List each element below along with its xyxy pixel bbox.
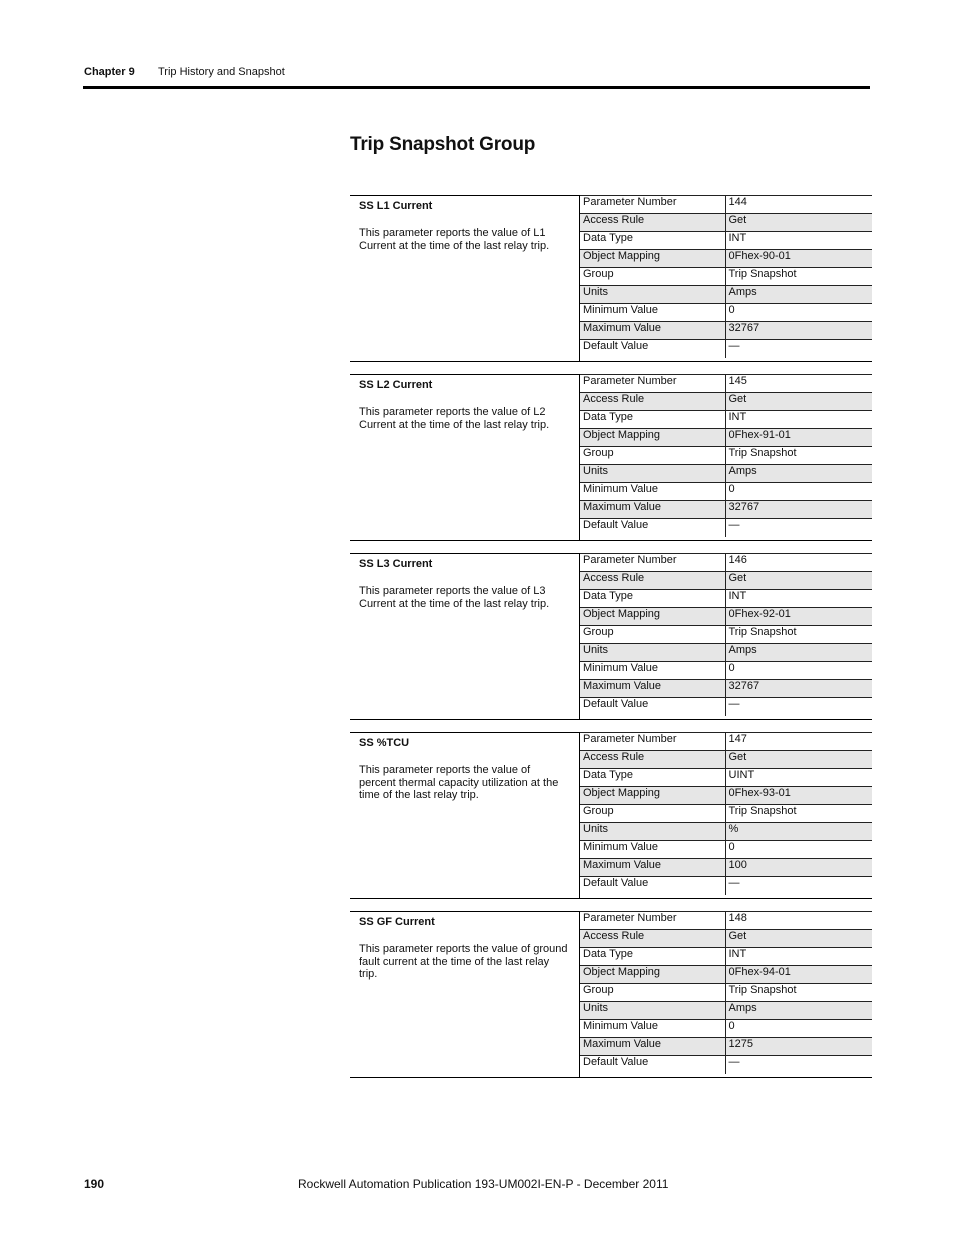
block-top-rule <box>350 911 579 912</box>
chapter-label: Chapter 9 <box>84 66 135 78</box>
attribute-label: Parameter Number <box>580 733 725 751</box>
attribute-value: 100 <box>725 859 872 877</box>
parameter-block <box>350 195 872 363</box>
table-row <box>580 644 872 662</box>
attribute-value: 0Fhex-93-01 <box>725 787 872 805</box>
parameter-block <box>350 911 872 1079</box>
attribute-value: 144 <box>725 196 872 214</box>
attribute-label: Maximum Value <box>580 680 725 698</box>
table-row <box>580 877 872 895</box>
parameter-block <box>350 732 872 900</box>
attribute-value: 0 <box>725 483 872 501</box>
table-row <box>580 340 872 358</box>
attribute-value: 32767 <box>725 322 872 340</box>
attribute-label: Object Mapping <box>580 966 725 984</box>
attribute-value: 146 <box>725 554 872 572</box>
attribute-label: Data Type <box>580 590 725 608</box>
block-bottom-rule <box>350 1077 872 1078</box>
table-row <box>580 375 872 393</box>
attribute-value: Get <box>725 572 872 590</box>
attribute-value: 0 <box>725 1020 872 1038</box>
running-header <box>84 66 285 78</box>
table-row <box>580 930 872 948</box>
table-row <box>580 680 872 698</box>
attribute-value: Trip Snapshot <box>725 805 872 823</box>
attribute-label: Data Type <box>580 232 725 250</box>
attribute-value: Get <box>725 214 872 232</box>
attribute-value: INT <box>725 590 872 608</box>
attribute-value: Trip Snapshot <box>725 268 872 286</box>
table-row <box>580 662 872 680</box>
attribute-label: Data Type <box>580 769 725 787</box>
table-row <box>580 214 872 232</box>
table-row <box>580 733 872 751</box>
attribute-value: — <box>725 877 872 895</box>
parameter-name: SS GF Current <box>359 916 435 928</box>
parameter-description: This parameter reports the value of ground fault current at the time of the last relay trip. <box>359 943 568 980</box>
table-row <box>580 751 872 769</box>
parameter-name: SS L1 Current <box>359 200 433 212</box>
attribute-label: Default Value <box>580 1056 725 1074</box>
parameter-attributes-table <box>580 195 872 358</box>
table-row <box>580 912 872 930</box>
attribute-label: Object Mapping <box>580 787 725 805</box>
attribute-value: 0Fhex-92-01 <box>725 608 872 626</box>
attribute-value: Amps <box>725 1002 872 1020</box>
attribute-label: Group <box>580 984 725 1002</box>
attribute-value: Get <box>725 751 872 769</box>
attribute-value: 147 <box>725 733 872 751</box>
attribute-label: Default Value <box>580 340 725 358</box>
attribute-value: 1275 <box>725 1038 872 1056</box>
attribute-label: Maximum Value <box>580 1038 725 1056</box>
header-rule <box>83 86 870 89</box>
attribute-label: Minimum Value <box>580 304 725 322</box>
table-row <box>580 841 872 859</box>
table-row <box>580 232 872 250</box>
parameter-attributes-table <box>580 553 872 716</box>
block-bottom-rule <box>350 540 872 541</box>
parameter-attributes-table <box>580 374 872 537</box>
table-row <box>580 411 872 429</box>
attribute-value: — <box>725 340 872 358</box>
attribute-value: — <box>725 519 872 537</box>
table-row <box>580 268 872 286</box>
attribute-label: Object Mapping <box>580 429 725 447</box>
table-row <box>580 250 872 268</box>
attribute-label: Data Type <box>580 948 725 966</box>
attribute-value: UINT <box>725 769 872 787</box>
parameter-block <box>350 553 872 721</box>
attribute-label: Access Rule <box>580 214 725 232</box>
attribute-label: Maximum Value <box>580 501 725 519</box>
table-row <box>580 823 872 841</box>
parameter-name: SS L3 Current <box>359 558 433 570</box>
table-row <box>580 393 872 411</box>
attribute-value: Amps <box>725 644 872 662</box>
attribute-label: Minimum Value <box>580 483 725 501</box>
table-row <box>580 859 872 877</box>
attribute-value: 145 <box>725 375 872 393</box>
attribute-label: Access Rule <box>580 572 725 590</box>
attribute-label: Group <box>580 805 725 823</box>
attribute-label: Minimum Value <box>580 841 725 859</box>
attribute-value: 148 <box>725 912 872 930</box>
attribute-value: 0 <box>725 662 872 680</box>
attribute-value: INT <box>725 948 872 966</box>
attribute-value: Get <box>725 393 872 411</box>
attribute-label: Object Mapping <box>580 608 725 626</box>
attribute-value: — <box>725 698 872 716</box>
table-row <box>580 501 872 519</box>
attribute-label: Default Value <box>580 877 725 895</box>
table-row <box>580 554 872 572</box>
parameter-description: This parameter reports the value of percent thermal capacity utilization at the time of the last relay trip. <box>359 764 559 801</box>
attribute-value: 0Fhex-91-01 <box>725 429 872 447</box>
table-row <box>580 447 872 465</box>
block-top-rule <box>350 553 579 554</box>
table-row <box>580 984 872 1002</box>
table-row <box>580 626 872 644</box>
attribute-value: Amps <box>725 465 872 483</box>
attribute-value: Trip Snapshot <box>725 447 872 465</box>
attribute-value: 0 <box>725 304 872 322</box>
attribute-value: INT <box>725 411 872 429</box>
table-row <box>580 769 872 787</box>
attribute-label: Minimum Value <box>580 1020 725 1038</box>
attribute-label: Parameter Number <box>580 196 725 214</box>
table-row <box>580 948 872 966</box>
attribute-value: 32767 <box>725 680 872 698</box>
attribute-label: Maximum Value <box>580 322 725 340</box>
attribute-value: % <box>725 823 872 841</box>
table-row <box>580 1002 872 1020</box>
attribute-label: Default Value <box>580 519 725 537</box>
table-row <box>580 966 872 984</box>
parameter-description: This parameter reports the value of L2 Current at the time of the last relay trip. <box>359 406 550 431</box>
chapter-title: Trip History and Snapshot <box>158 66 285 78</box>
page-number: 190 <box>84 1177 105 1191</box>
table-row <box>580 1038 872 1056</box>
attribute-label: Data Type <box>580 411 725 429</box>
attribute-value: 0Fhex-94-01 <box>725 966 872 984</box>
attribute-label: Units <box>580 823 725 841</box>
parameter-attributes-table <box>580 911 872 1074</box>
attribute-label: Group <box>580 447 725 465</box>
table-row <box>580 1020 872 1038</box>
parameter-name: SS L2 Current <box>359 379 433 391</box>
table-row <box>580 572 872 590</box>
attribute-label: Parameter Number <box>580 554 725 572</box>
table-row <box>580 608 872 626</box>
attribute-value: Amps <box>725 286 872 304</box>
attribute-label: Default Value <box>580 698 725 716</box>
block-top-rule <box>350 195 579 196</box>
attribute-label: Units <box>580 1002 725 1020</box>
parameter-attributes-table <box>580 732 872 895</box>
block-bottom-rule <box>350 719 872 720</box>
attribute-label: Units <box>580 286 725 304</box>
parameter-description: This parameter reports the value of L3 Current at the time of the last relay trip. <box>359 585 550 610</box>
attribute-value: Trip Snapshot <box>725 626 872 644</box>
table-row <box>580 322 872 340</box>
attribute-label: Units <box>580 644 725 662</box>
table-row <box>580 465 872 483</box>
section-title: Trip Snapshot Group <box>350 134 536 155</box>
table-row <box>580 1056 872 1074</box>
block-top-rule <box>350 732 579 733</box>
parameter-name: SS %TCU <box>359 737 410 749</box>
attribute-value: Get <box>725 930 872 948</box>
table-row <box>580 304 872 322</box>
attribute-label: Access Rule <box>580 930 725 948</box>
attribute-label: Parameter Number <box>580 375 725 393</box>
block-bottom-rule <box>350 361 872 362</box>
attribute-label: Parameter Number <box>580 912 725 930</box>
table-row <box>580 483 872 501</box>
attribute-label: Units <box>580 465 725 483</box>
block-bottom-rule <box>350 898 872 899</box>
table-row <box>580 590 872 608</box>
parameter-block <box>350 374 872 542</box>
table-row <box>580 698 872 716</box>
parameter-description: This parameter reports the value of L1 Current at the time of the last relay trip. <box>359 227 550 252</box>
table-row <box>580 519 872 537</box>
attribute-label: Minimum Value <box>580 662 725 680</box>
attribute-label: Access Rule <box>580 393 725 411</box>
attribute-value: 32767 <box>725 501 872 519</box>
attribute-label: Group <box>580 268 725 286</box>
table-row <box>580 196 872 214</box>
attribute-label: Maximum Value <box>580 859 725 877</box>
attribute-value: — <box>725 1056 872 1074</box>
table-row <box>580 429 872 447</box>
attribute-label: Access Rule <box>580 751 725 769</box>
attribute-value: Trip Snapshot <box>725 984 872 1002</box>
table-row <box>580 286 872 304</box>
attribute-value: 0Fhex-90-01 <box>725 250 872 268</box>
block-top-rule <box>350 374 579 375</box>
attribute-label: Group <box>580 626 725 644</box>
attribute-value: INT <box>725 232 872 250</box>
table-row <box>580 787 872 805</box>
attribute-label: Object Mapping <box>580 250 725 268</box>
table-row <box>580 805 872 823</box>
publication-info: Rockwell Automation Publication 193-UM002I-EN-P - December 2011 <box>298 1177 669 1191</box>
attribute-value: 0 <box>725 841 872 859</box>
